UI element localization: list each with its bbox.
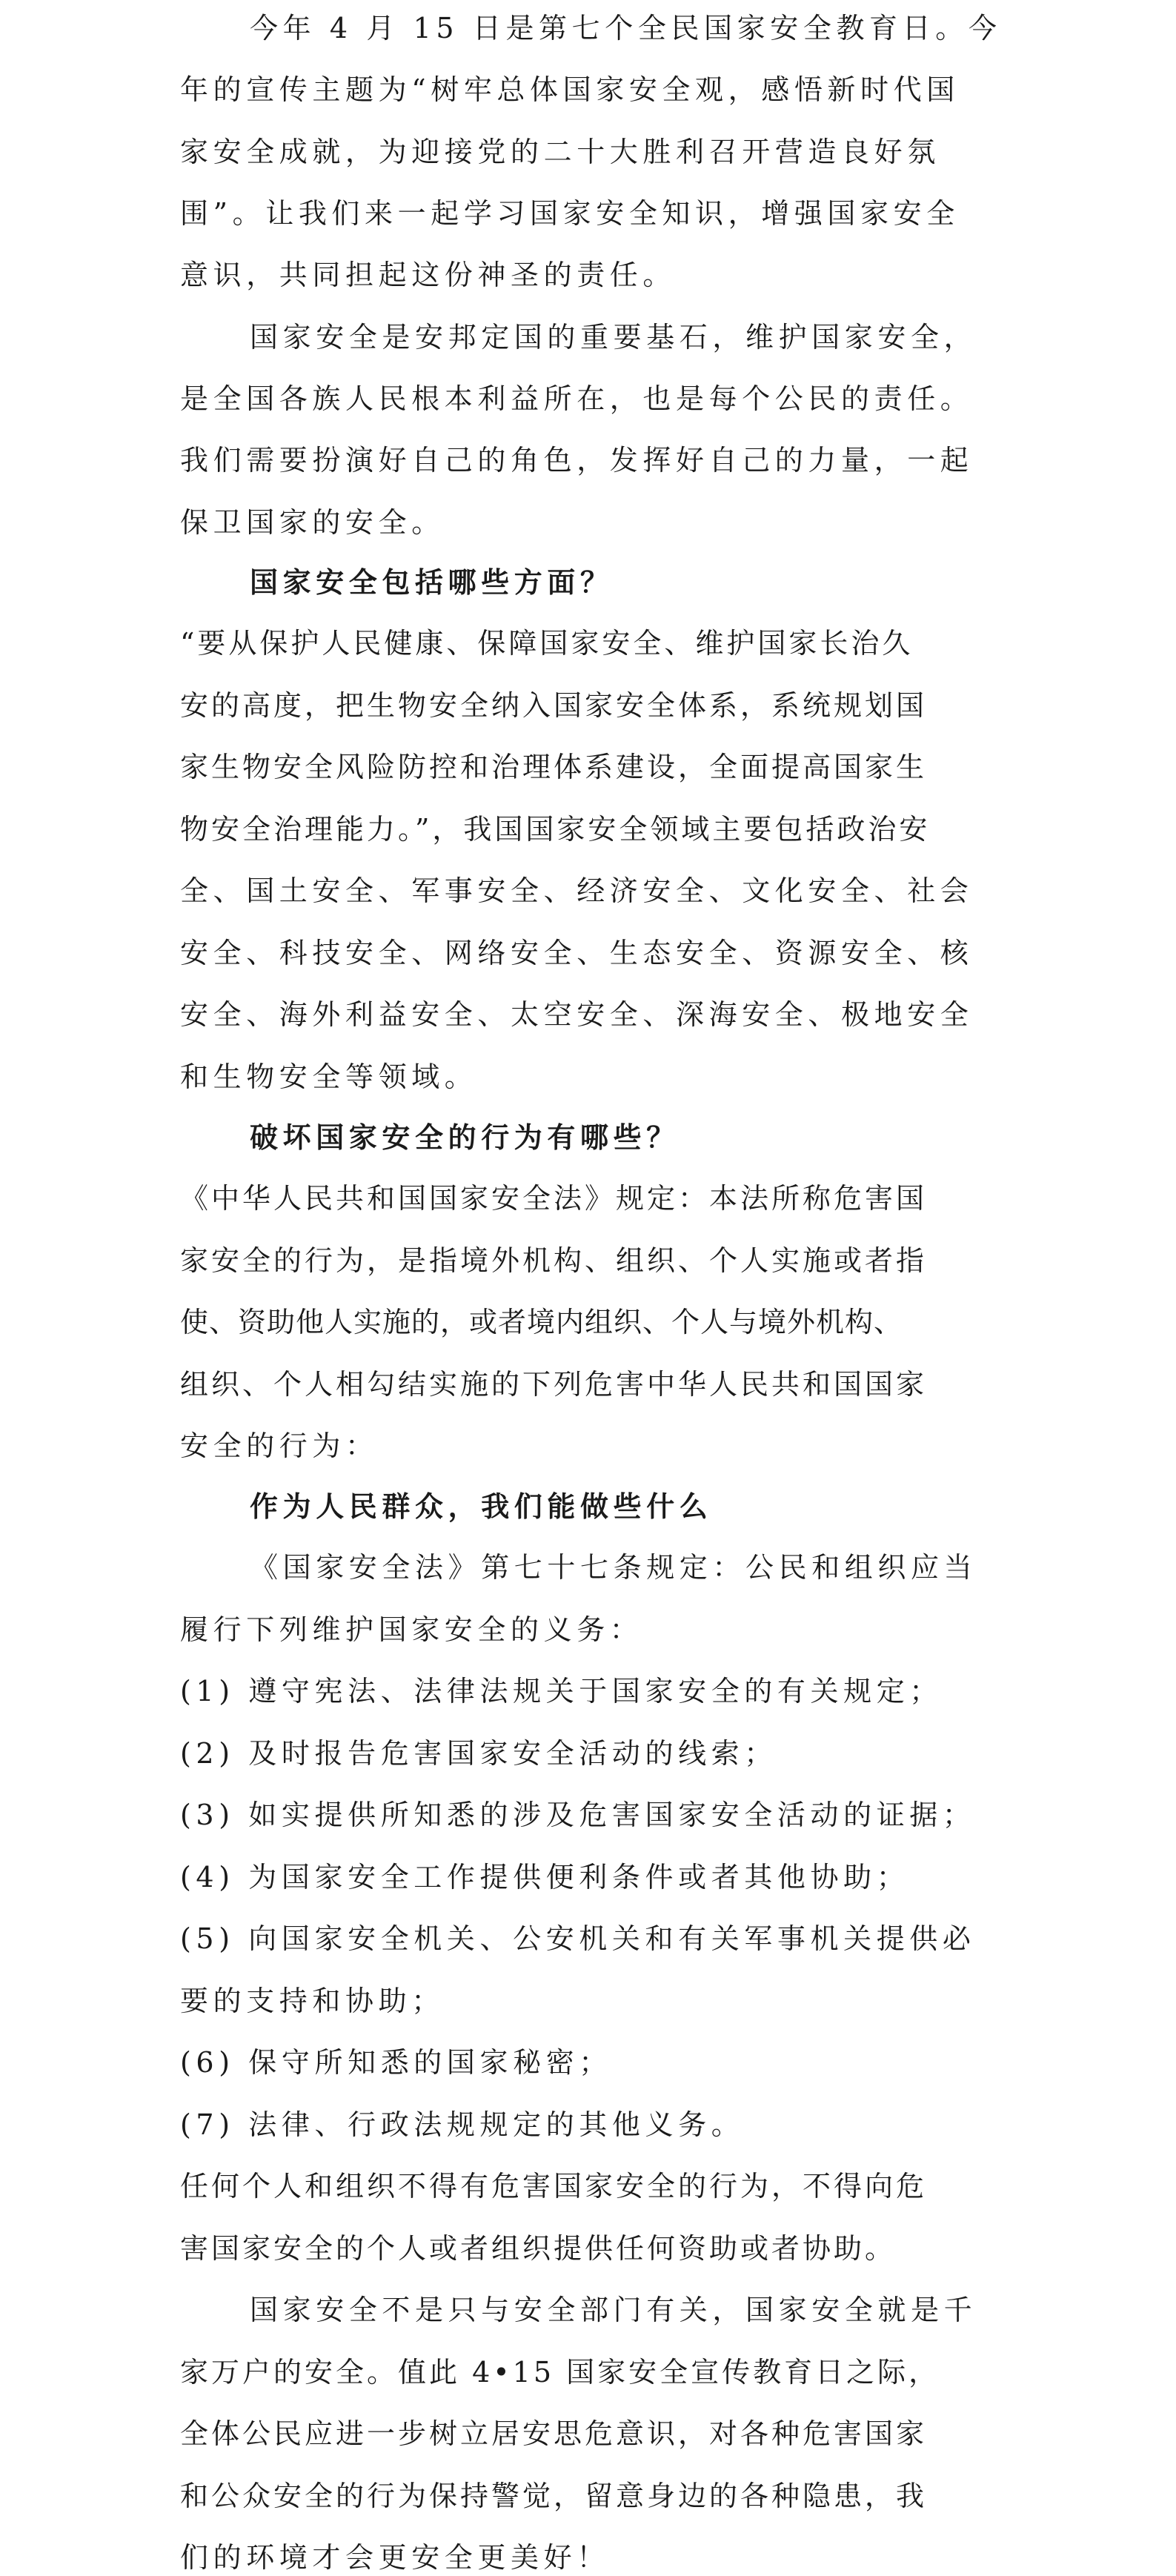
list-item: (6) 保守所知悉的国家秘密； — [180, 2046, 612, 2079]
section-line: 和生物安全等领域。 — [180, 1060, 478, 1093]
list-item: (5) 向国家安全机关、公安机关和有关军事机关提供必 — [180, 1922, 976, 1955]
section-line: 害国家安全的个人或者组织提供任何资助或者协助。 — [180, 2232, 897, 2265]
section-line: 安全、海外利益安全、太空安全、深海安全、极地安全 — [180, 998, 974, 1031]
intro-line: 年的宣传主题为“树牢总体国家安全观，感悟新时代国 — [180, 73, 960, 106]
section-line: 任何个人和组织不得有危害国家安全的行为，不得向危 — [180, 2170, 928, 2202]
section-line: 安全、科技安全、网络安全、生态安全、资源安全、核 — [180, 937, 974, 969]
section-line: 《国家安全法》第七十七条规定：公民和组织应当 — [250, 1551, 977, 1584]
list-item: (7) 法律、行政法规规定的其他义务。 — [180, 2108, 745, 2141]
section-line: “要从保护人民健康、保障国家安全、维护国家长治久 — [180, 627, 914, 660]
section-line: 物安全治理能力。”，我国国家安全领域主要包括政治安 — [180, 813, 931, 846]
section-line: 家生物安全风险防控和治理体系建设，全面提高国家生 — [180, 751, 928, 783]
intro-line: 意识，共同担起这份神圣的责任。 — [180, 259, 677, 291]
intro-line: 围”。让我们来一起学习国家安全知识，增强国家安全 — [180, 197, 960, 230]
section-line: 履行下列维护国家安全的义务： — [180, 1613, 643, 1646]
section-heading: 作为人民群众，我们能做些什么 — [250, 1490, 713, 1523]
list-item: (1) 遵守宪法、法律法规关于国家安全的有关规定； — [180, 1675, 943, 1707]
list-item: (3) 如实提供所知悉的涉及危害国家安全活动的证据； — [180, 1799, 976, 1831]
section-line: 全、国土安全、军事安全、经济安全、文化安全、社会 — [180, 874, 974, 907]
list-item: 要的支持和协助； — [180, 1985, 445, 2017]
section-line: 安全的行为： — [180, 1430, 379, 1462]
closing-line: 和公众安全的行为保持警觉，留意身边的各种隐患，我 — [180, 2480, 928, 2512]
paragraph-line: 我们需要扮演好自己的角色，发挥好自己的力量，一起 — [180, 444, 974, 477]
list-item: (4) 为国家安全工作提供便利条件或者其他协助； — [180, 1861, 910, 1893]
intro-line: 家安全成就，为迎接党的二十大胜利召开营造良好氛 — [180, 136, 940, 168]
closing-line: 们的环境才会更安全更美好！ — [180, 2541, 610, 2574]
closing-line: 全体公民应进一步树立居安思危意识，对各种危害国家 — [180, 2417, 928, 2450]
list-item: (2) 及时报告危害国家安全活动的线索； — [180, 1737, 777, 1770]
closing-line: 国家安全不是只与安全部门有关，国家安全就是千 — [250, 2294, 977, 2326]
paragraph-line: 国家安全是安邦定国的重要基石，维护国家安全， — [250, 321, 977, 353]
section-line: 家安全的行为，是指境外机构、组织、个人实施或者指 — [180, 1244, 928, 1277]
section-line: 组织、个人相勾结实施的下列危害中华人民共和国国家 — [180, 1368, 928, 1401]
paragraph-line: 保卫国家的安全。 — [180, 506, 445, 539]
closing-line: 家万户的安全。值此 4•15 国家安全宣传教育日之际， — [180, 2356, 940, 2389]
intro-line: 今年 4 月 15 日是第七个全民国家安全教育日。今 — [250, 12, 1002, 44]
section-heading: 破坏国家安全的行为有哪些？ — [250, 1121, 680, 1154]
paragraph-line: 是全国各族人民根本利益所在，也是每个公民的责任。 — [180, 382, 974, 415]
section-line: 《中华人民共和国国家安全法》规定：本法所称危害国 — [180, 1182, 928, 1215]
section-line: 使、资助他人实施的，或者境内组织、个人与境外机构、 — [180, 1306, 903, 1338]
section-line: 安的高度，把生物安全纳入国家安全体系，系统规划国 — [180, 689, 928, 722]
section-heading: 国家安全包括哪些方面？ — [250, 565, 614, 599]
